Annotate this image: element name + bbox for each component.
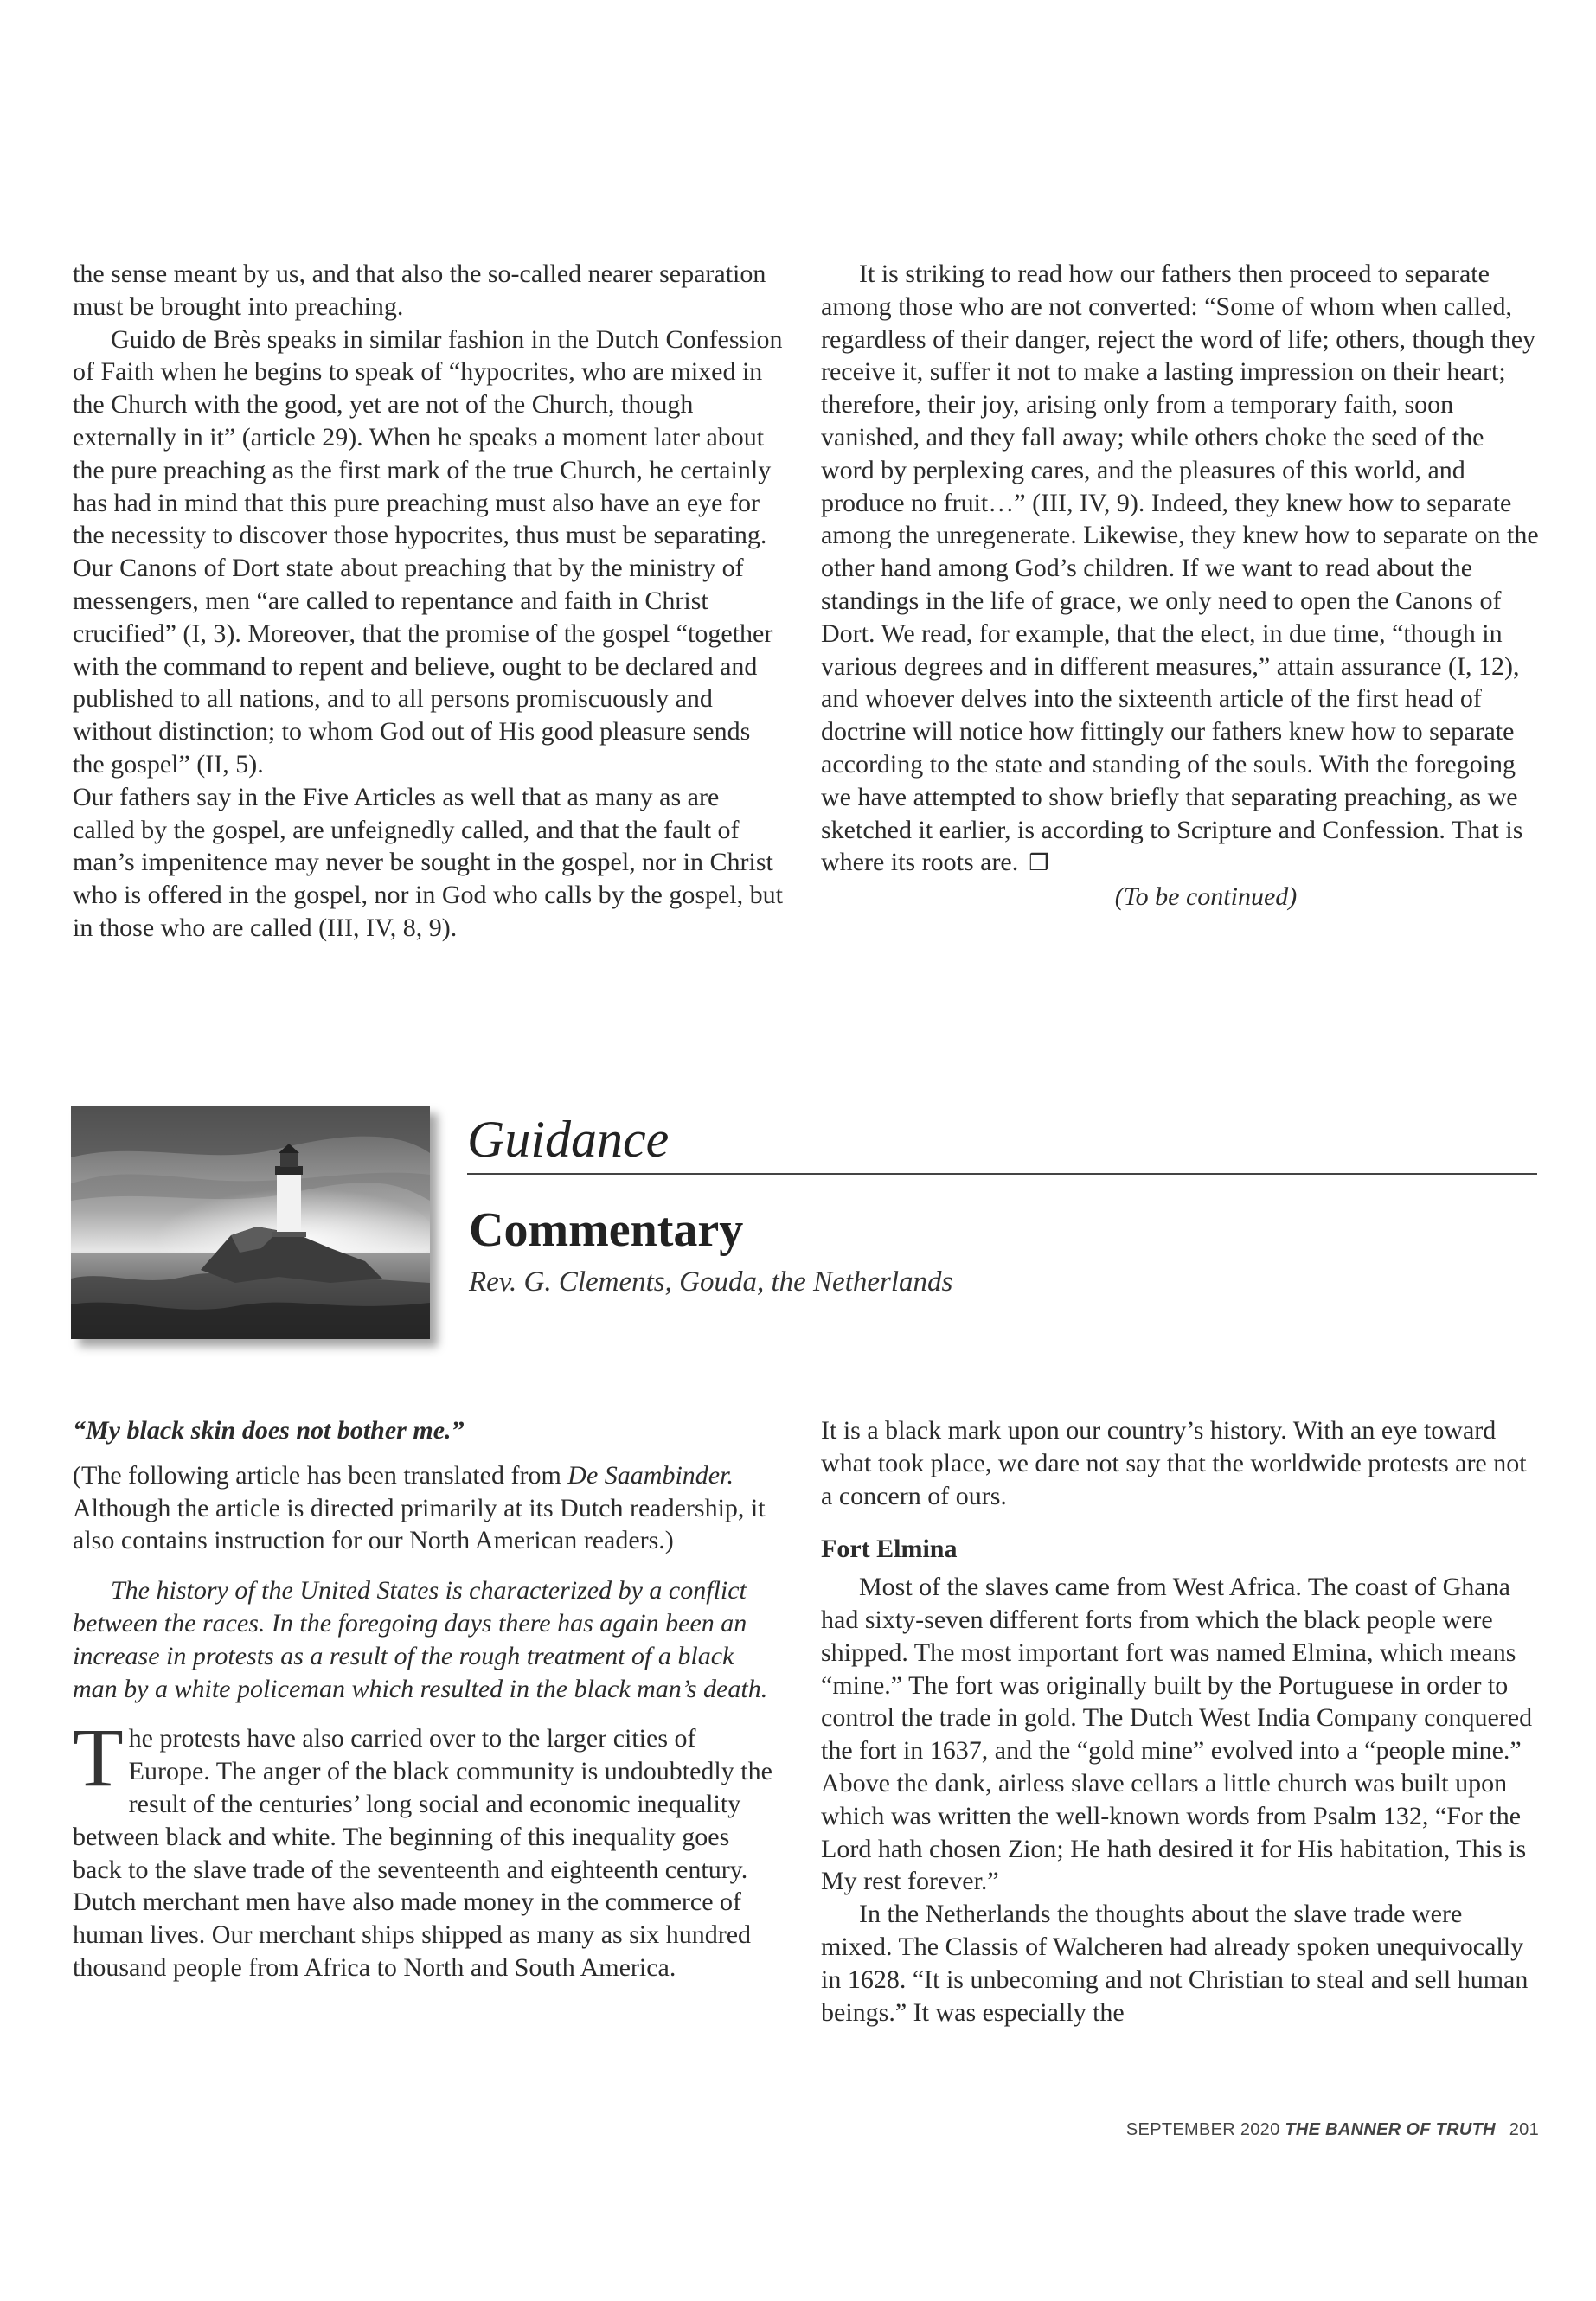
page-footer <box>1126 2120 1539 2140</box>
article-title: Commentary <box>469 1203 744 1257</box>
magazine-name: THE BANNER OF TRUTH <box>1285 2120 1496 2139</box>
subheading: Fort Elmina <box>821 1535 958 1564</box>
quote-heading: “My black skin does not bother me.” <box>73 1416 465 1445</box>
paragraph: Guido de Brès speaks in similar fashion in the Dutch Confession of Faith when he begins to speak of “hypocrites, who are mixed in the Church with the good, yet are not of the Church, though externally in it” (article 29). When he speaks a moment later about the pure preaching as the first mark of the true Church, he certainly has had in mind that this pure preaching must also have an eye for the necessity to discover those hypocrites, thus must be separating. Our Canons of Dort state about preaching that by the ministry of messengers, men “are called to repentance and faith in Christ crucified” (I, 3). Moreover, that the promise of the gospel “together with the command to repent and believe, ought to be declared and published to all nations, and to all persons promiscuously and without distinction; to whom God out of His good pleasure sends the gospel” (II, 5). <box>73 324 783 779</box>
paragraph: It is a black mark upon our country’s history. With an eye toward what took place, we dare not say that the worldwide protests are not a concern of ours. <box>821 1416 1527 1510</box>
end-of-article-icon: ❒ <box>1029 850 1049 877</box>
paragraph <box>73 1711 784 1984</box>
article-right-column <box>821 1414 1539 2029</box>
translation-note <box>73 1459 784 1557</box>
lead-paragraph: The history of the United States is characterized by a conflict between the races. In the foregoing days there has again been an increase in protests as a result of the rough treatment of a black man by a white policeman which resulted in the black man’s death. <box>73 1576 768 1703</box>
paragraph-text: he protests have also carried over to the larger cities of Europe. The anger of the black community is undoubtedly the result of the centuries’ long social and economic inequality between black and white. The beginning of this inequality goes back to the slave trade of the seventeenth and eighteenth century. Dutch merchant men have also made money in the commerce of human lives. Our merchant ships shipped as many as six hundred thousand people from Africa to North and South America. <box>73 1724 772 1982</box>
lighthouse-image <box>71 1106 430 1339</box>
continued-article-right-column <box>821 258 1539 913</box>
paragraph: Our fathers say in the Five Articles as well that as many as are called by the gospel, are unfeignedly called, and that the fault of man’s impenitence may never be sought in the gospel, nor in Christ who is offered in the gospel, nor in God who calls by the gospel, but in those who are called (III, IV, 8, 9). <box>73 782 783 942</box>
translation-note-text: (The following article has been translated from <box>73 1460 568 1490</box>
section-title: Guidance <box>467 1111 670 1168</box>
page-number: 201 <box>1509 2120 1539 2139</box>
section-divider <box>467 1173 1537 1175</box>
lighthouse-photo <box>71 1106 430 1339</box>
issue-date: SEPTEMBER 2020 <box>1125 2120 1280 2139</box>
paragraph <box>821 258 1539 881</box>
drop-cap: T <box>73 1711 124 1804</box>
continued-article-left-column <box>73 258 784 945</box>
paragraph: In the Netherlands the thoughts about the slave trade were mixed. The Classis of Walcheren had already spoken unequivocally in 1628. “It is unbecoming and not Christian to steal and sell human beings.” It was especially the <box>821 1900 1529 2027</box>
article-left-column <box>73 1414 784 1984</box>
translation-note-text: Although the article is directed primarily at its Dutch readership, it also contains instruction for our North American readers.) <box>73 1493 766 1555</box>
paragraph-text: It is striking to read how our fathers then proceed to separate among those who are not converted: “Some of whom when called, regardless of their danger, reject the word of life; others, though they receive it, suffer it not to make a lasting impression on their heart; therefore, their joy, arising only from a temporary faith, soon vanished, and they fall away; while others choke the seed of the word by perplexing cares, and the pleasures of this world, and produce no fruit…” (III, IV, 9). Indeed, they knew how to separate among the unregenerate. Likewise, they knew how to separate on the other hand among God’s children. If we want to read about the standings in the life of grace, we only need to open the Canons of Dort. We read, for example, that the elect, in due time, “though in various degrees and in different measures,” attain assurance (I, 12), and whoever delves into the sixteenth article of the first head of doctrine will notice how fittingly our fathers knew how to separate according to the state and standing of the souls. With the foregoing we have attempted to show briefly that separating preaching, as we sketched it earlier, is according to Scripture and Confession. That is where its roots are. <box>821 260 1539 877</box>
article-byline: Rev. G. Clements, Gouda, the Netherlands <box>469 1266 953 1298</box>
paragraph: Most of the slaves came from West Africa. The coast of Ghana had sixty-seven different forts from which the black people were shipped. The most important fort was named Elmina, which means “mine.” The fort was originally built by the Portuguese in order to control the trade in gold. The Dutch West India Company conquered the fort in 1637, and the “gold mine” evolved into a “people mine.” Above the dank, airless slave cellars a little church was built upon which was written the well-known words from Psalm 132, “For the Lord hath chosen Zion; He hath desired it for His habitation, This is My rest forever.” <box>821 1573 1533 1896</box>
continued-note: (To be continued) <box>1114 882 1298 912</box>
source-title: De Saambinder. <box>567 1460 734 1490</box>
paragraph: the sense meant by us, and that also the so-called nearer separation must be brought into preaching. <box>73 260 766 321</box>
